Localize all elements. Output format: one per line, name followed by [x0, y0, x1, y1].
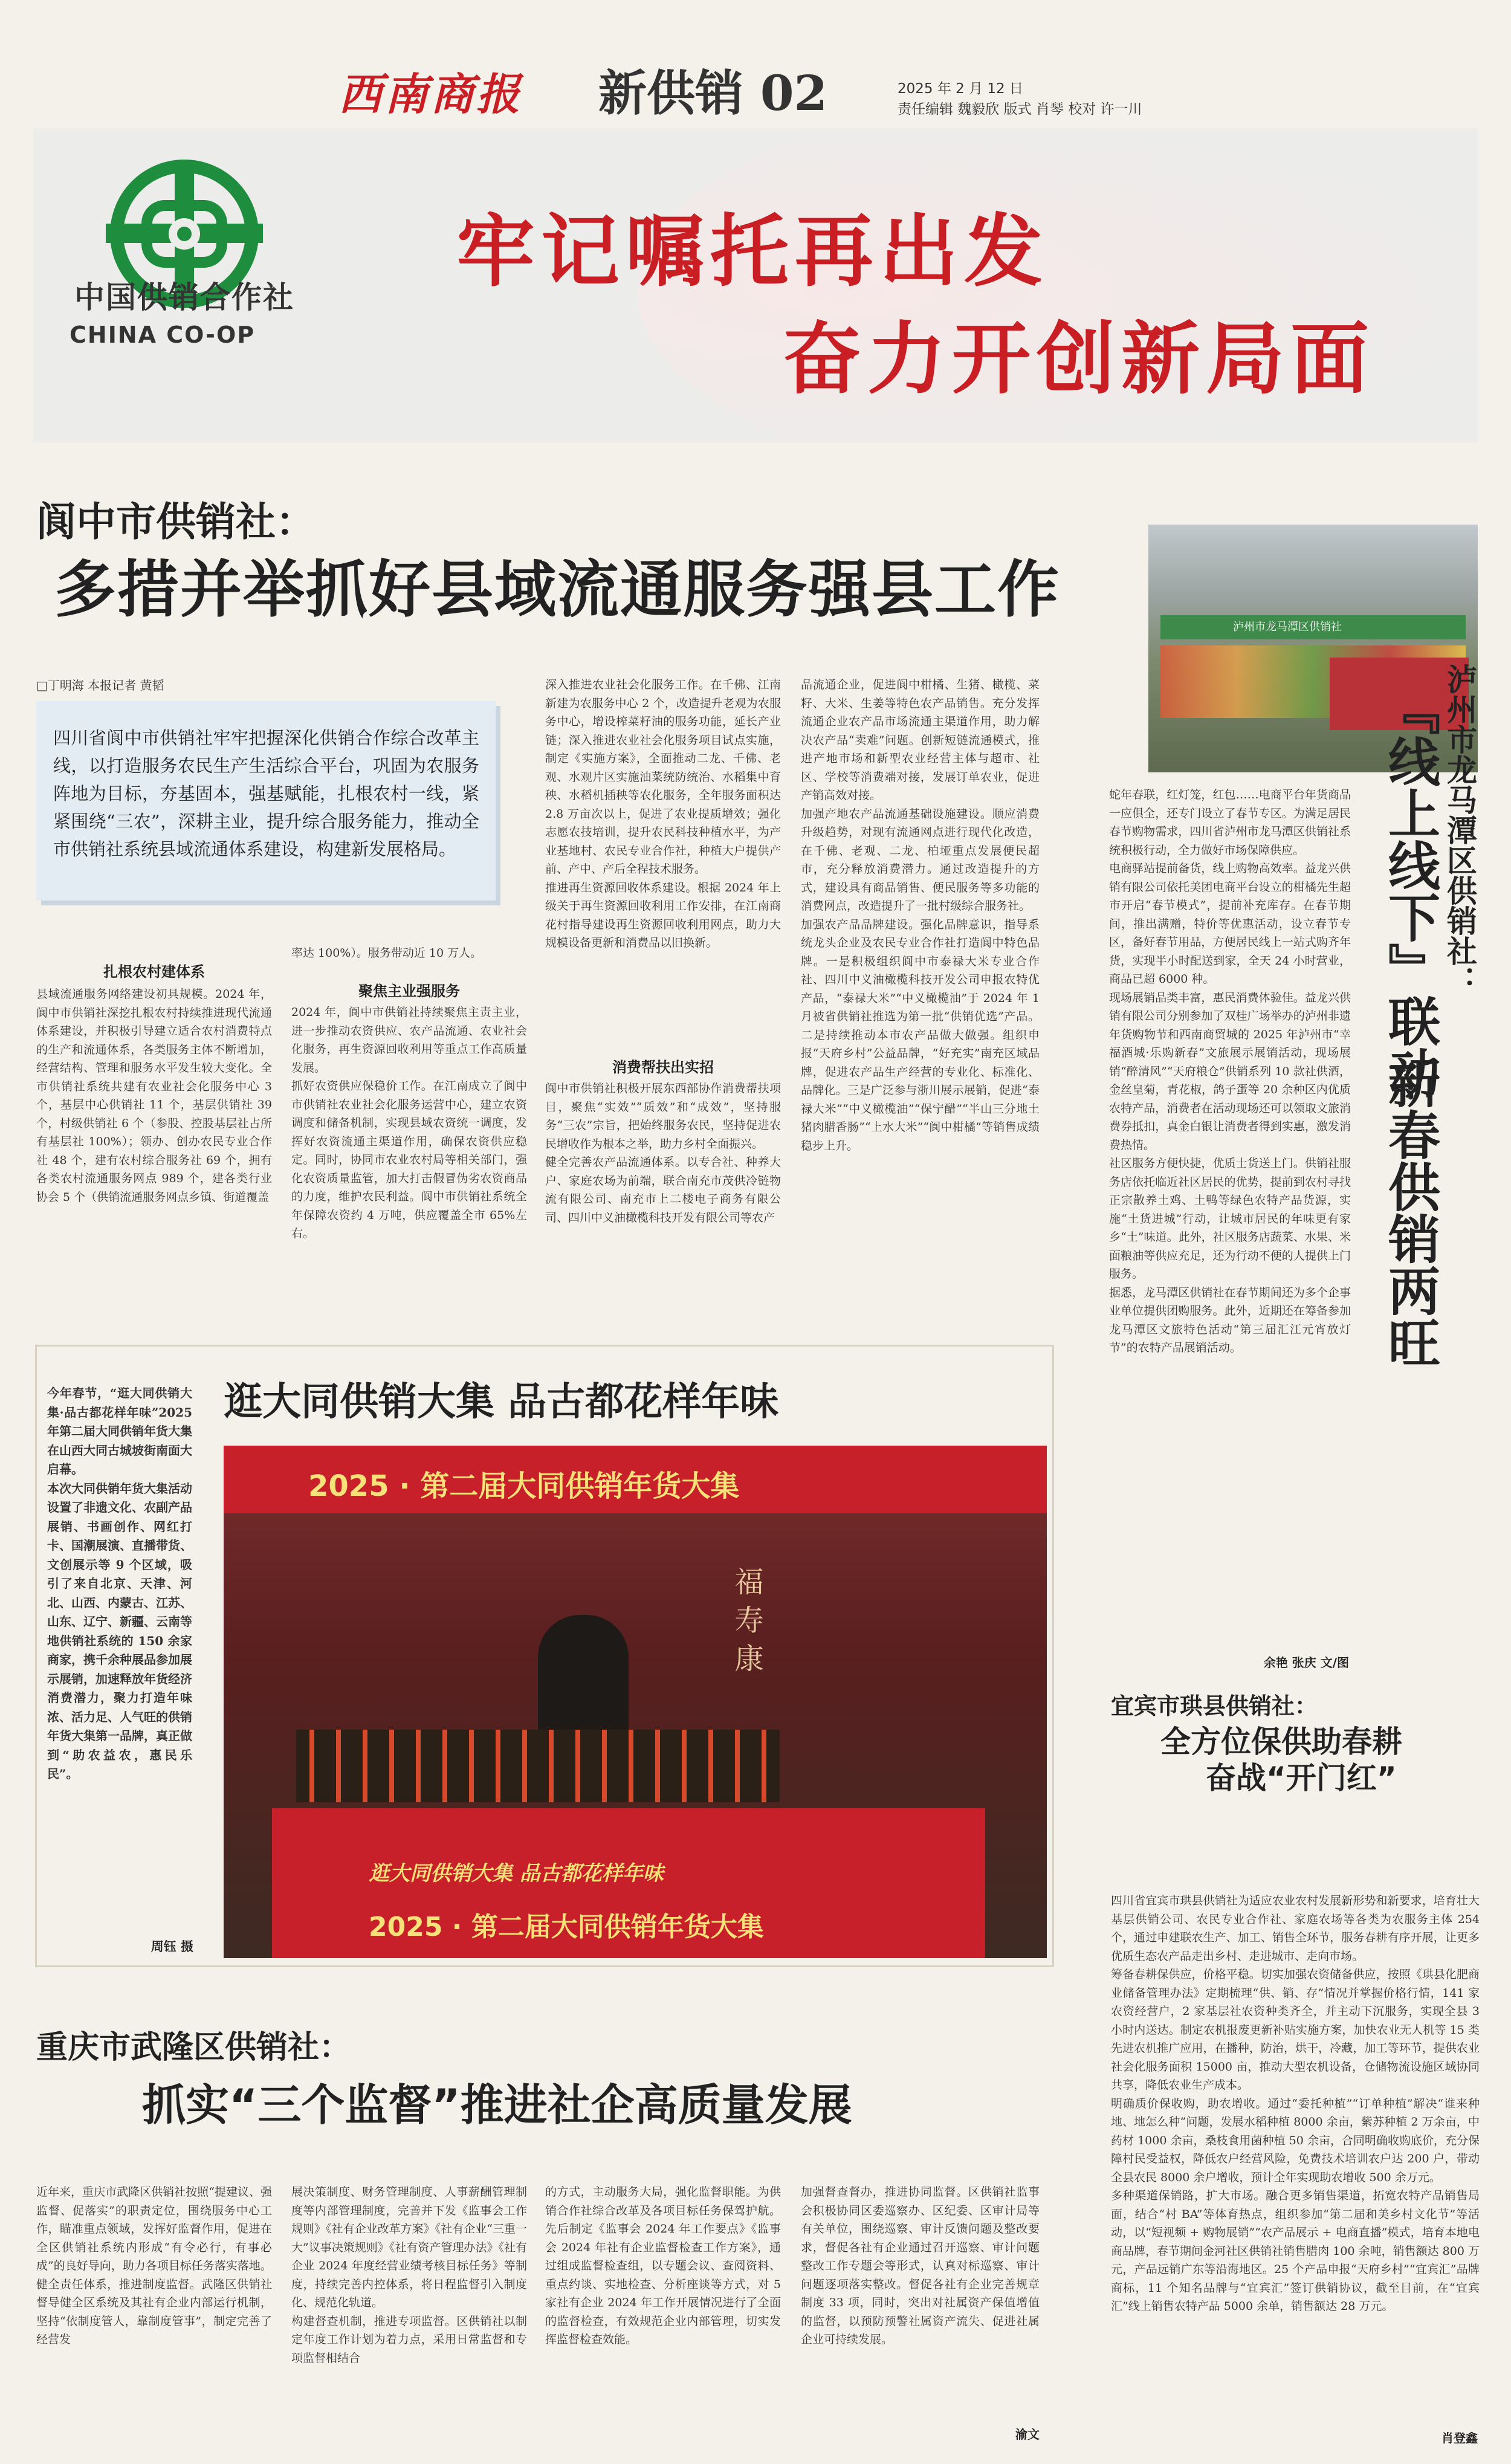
article-3-body: 四川省宜宾市珙县供销社为适应农业农村发展新形势和新要求，培育壮大基层供销公司、农民专业合作社、家庭农场等各类为农服务主体 254 个，通过申建联农生产、加工、销售全环节，服务春耕有序开展，让更多优质生态农产品走出乡村、走进城市、走向市场。 筹备春耕保供应，价格平稳。切实加强农资储备供应，按照《珙县化肥商业储备管理办法》定期梳理“供、销、存”情况并掌握价格行情，141 家农资经营户，2 家基层社农资种类齐全，并主动下沉服务，实现全县 3 小时内送达。制定农机报废更新补贴实施方案，加快农业无人机等 15 类先进农机推广应用，在播种，防治，烘干，冷藏，加工等环节，提供农业社会化服务面积 15000 亩，推动大型农机设备，仓储物流设施区域协同共享，降低农业生产成本。 明确质价保收购，助农增收。通过“委托种植”“订单种植”解决“谁来种地、地怎么种”问题，发展水稻种植 8000 余亩，紫苏种植 2 万余亩，中药材 1000 余亩，桑枝食用菌种植 50 余亩，合同明确收购底价，充分保障村民受益权，降低农户经营风险，免费技术培训农户达 200 户，带动全县农民 8000 余户增收，预计全年实现助农增收 500 余万元。 多种渠道保销路，扩大市场。融合更多销售渠道，拓宽农特产品销售局面，结合“村 BA”等体育热点，组织参加“第二届和美乡村文化节”等活动，以“短视频 + 购物展销”“农产品展示 + 电商直播”模式，培育本地电商品牌，春节期间金河社区供销社销售腊肉 100 余吨，销售额达 800 万元，产品远销广东等沿海地区。25 个产品申报“天府乡村”“宜宾汇”品牌商标，11 个知名品牌与“宜宾汇”签订供销协议，截至目前，在“宜宾汇”线上销售农特产品 5000 余单，销售额达 28 万元。 — [1111, 1894, 1480, 2313]
article-1-title: 多措并举抓好县域流通服务强县工作 — [54, 554, 1060, 626]
article-4-kicker: 重庆市武隆区供销社： — [36, 2029, 351, 2066]
article-1-byline: □丁明海 本报记者 黄韬 — [36, 678, 164, 693]
banner-line-2: 奋力开创新局面 — [783, 313, 1376, 405]
masthead — [0, 0, 1511, 121]
article-4-col-1: 近年来，重庆市武隆区供销社按照“提建议、强监督、促落实”的职责定位，围绕服务中心工作，瞄准重点领域，发挥好监督作用，促进在全区供销社系统内形成“有令必行，有事必成”的良好导向，助力各项目标任务落实落地。 健全责任体系，推进制度监督。武隆区供销社督导健全区系统及其社有企业内部运行机制，坚持“依制度管人，靠制度管事”，制定完善了经营发 — [36, 2185, 272, 2346]
article-1-kicker: 阆中市供销社： — [36, 499, 315, 545]
article-1-col-3b: 阆中市供销社积极开展东西部协作消费帮扶项目，聚焦“实效”“质效”和“成效”，坚持服务“三农”宗旨，把始终服务农民，坚持促进农民增收作为根本之举，助力乡村全面振兴。 健全完善农产品流通体系。以专合社、种养大户、家庭农场为前端，联合南充市茂供冷链物流有限公司、南充市上二楼电子商务有限公司、四川中义油橄榄科技开发有限公司等农产 — [545, 1082, 781, 1224]
article-1-col-3a: 深入推进农业社会化服务工作。在千佛、江南新建为农服务中心 2 个，改造提升老观为农服务中心，增设榨菜籽油的服务功能，延长产业链；深入推进农业社会化服务项目试点实施，制定《实施方案》，全面推动二龙、千佛、老观、水观片区实施油菜统防统治、水稻集中育秧、水稻机插秧等农化服务，全年服务面积达 2.8 万亩次以上，促进了农业提质增效；强化志愿农技培训，提升农民科技种植水平，为产业基地村、农民专业合作社，种植大户提供产前、产中、产后全程技术服务。 推进再生资源回收体系建设。根据 2024 年上级关于再生资源回收利用工作安排，在江南商花村指导建设再生资源回收利用网点，助力大规模设备更新和消费品以旧换新。 — [545, 678, 781, 949]
issue-date: 2025 年 2 月 12 日 — [898, 81, 1023, 97]
section-title: 新供销 02 — [598, 65, 828, 121]
article-1-col-1: 县域流通服务网络建设初具规模。2024 年，阆中市供销社深挖扎根农村持续推进现代流通体系建设，并积极引导建立适合农村消费特点的生产和流通体系，各类服务主体不断增加，经营结构、管理和服务水平发生较大变化。全市供销社系统共建有农业社会化服务中心 3 个，基层中心供销社 11 个，基层供销社 39 个，村级供销社 6 个（参股、控股基层社占所有基层社 100%）；领办、创办农民专业合作社 48 个，建有农村综合服务社 69 个，拥有各类农村流通服务网点 989 个，建各类行业协会 5 个（供销流通服务网点乡镇、街道覆盖 — [36, 988, 272, 1204]
article-1-col-2b: 2024 年，阆中市供销社持续聚焦主责主业，进一步推动农资供应、农产品流通、农业社会化服务，再生资源回收利用等重点工作高质量发展。 抓好农资供应保稳价工作。在江南成立了阆中市供销社农业社会化服务运营中心，建立农资调度和储备机制，实现县域农资统一调度，发挥好农资流通主渠道作用，确保农资供应稳定。同时，协同市农业农村局等相关部门，强化农资质量监管，加大打击假冒伪劣农资商品的力度，维护农民利益。阆中市供销社系统全年保障农资约 4 万吨，供应覆盖全市 65%左右。 — [291, 1006, 527, 1240]
article-1-lead: 四川省阆中市供销社牢牢把握深化供销合作综合改革主线，以打造服务农民生产生活综合平台，巩固为农服务阵地为目标，夯基固本，强基赋能，扎根农村一线，紧紧围绕“三农”，深耕主业，提升综合服务能力，推动全市供销社系统县域流通体系建设，构建新发展格局。 — [53, 728, 479, 859]
shop-sign: 福 寿 康 — [730, 1567, 763, 1672]
article-3-kicker: 宜宾市珙县供销社： — [1111, 1693, 1318, 1719]
article-3-title-1: 全方位保供助春耕 — [1160, 1724, 1402, 1759]
banner — [33, 128, 1478, 442]
paper-name: 西南商报 — [338, 68, 523, 120]
editors-line: 责任编辑 魏毅欣 版式 肖琴 校对 许一川 — [898, 102, 1142, 117]
article-4-title: 抓实“三个监督”推进社企高质量发展 — [142, 2080, 852, 2130]
article-2-body: 蛇年春联，红灯笼，红包……电商平台年货商品一应俱全，还专门设立了春节专区。为满足居民春节购物需求，四川省泸州市龙马潭区供销社系统积极行动，全力做好市场保障供应。 电商驿站提前备货，线上购物高效率。益龙兴供销有限公司依托美团电商平台设立的柑橘先生超市开启“春节模式”，提前补充库存。在春节期间，推出满赠，特价等优惠活动，设立春节专区，备好春节用品，方便居民线上一站式购齐年货，实现半小时配送到家，全天 24 小时营业，商品已超 6000 种。 现场展销品类丰富，惠民消费体验佳。益龙兴供销有限公司分别参加了双桂广场举办的泸州非遗年货购物节和西南商贸城的 2025 年泸州市“幸福酒城·乐购新春”文旅展示展销活动，现场展销“醉清风”“天府粮仓”供销系列 10 款社供酒，金丝皇菊，青花椒，鸽子蛋等 20 余种区内优质农特产品，消费者在活动现场还可以领取文旅消费券抵扣，真金白银让消费者得到实惠，激发消费热情。 社区服务方便快捷，优质士货送上门。供销社服务店依托临近社区居民的优势，提前到农村寻找正宗散养土鸡、土鸭等绿色农特产品货源，实施“土货进城”行动，让城市居民的年味更有家乡“土”味道。此外，社区服务店蔬菜、水果、米面粮油等供应充足，还为行动不便的人提供上门服务。 据悉，龙马潭区供销社在春节期间还为多个企事业单位提供团购服务。此外，近期还在筹备参加龙马潭区文旅特色活动“第三届汇江元宵放灯节”的农特产品展销活动。 — [1109, 788, 1351, 1354]
article-2-title-v3: 新春供销两旺 — [1379, 1056, 1440, 1368]
co-op-logo-cn: 中国供销合作社 — [74, 280, 294, 315]
article-2-title-v2: 『线上线下』联动 — [1379, 683, 1440, 1099]
market-sign: 泸州市龙马潭区供销社 — [1233, 621, 1342, 633]
article-2-title-v1: 泸州市龙马潭区供销社： — [1442, 664, 1477, 996]
photo-feature-body: 今年春节，“逛大同供销大集·品古都花样年味”2025 年第二届大同供销年货大集在山西大同古城坡街南面大启幕。 本次大同供销年货大集活动设置了非遗文化、农副产品展销、书画创作、网红打卡、国潮展演、直播带货、文创展示等 9 个区域，吸引了来自北京、天津、河北、山西、内蒙古、江苏、山东、辽宁、新疆、云南等地供销社系统的 150 余家商家，携千余种展品参加展示展销，加速释放年货经济消费潜力，聚力打造年味浓、活力足、人气旺的供销年货大集第一品牌，真正做到“助农益农，惠民乐民”。 — [47, 1386, 192, 1781]
article-1-subhead-1: 扎根农村建体系 — [103, 963, 205, 980]
photo-feature-author: 周钰 摄 — [150, 1939, 193, 1954]
article-1-subhead-2: 聚焦主业强服务 — [358, 983, 460, 1000]
article-1-col-2a: 率达 100%）。服务带动近 10 万人。 — [291, 946, 482, 960]
datong-banner-text: 2025 · 第二届大同供销年货大集 — [308, 1469, 740, 1503]
article-1-col-4: 品流通企业，促进阆中柑橘、生猪、橄榄、菜籽、大米、生姜等特色农产品销售。充分发挥流通企业农产品市场流通主渠道作用，助力解决农产品“卖难”问题。创新短链流通模式，推进产地市场和新型农业经营主体与超市、社区、学校等消费端对接，发展订单农业，促进产销高效对接。 加强产地农产品流通基础设施建设。顺应消费升级趋势，对现有流通网点进行现代化改造，在千佛、老观、二龙、柏垭重点发展便民超市，充分释放消费潜力。通过改造提升的方式，建设具有商品销售、便民服务等多功能的消费网点，改造提升了一批村级综合服务社。 加强农产品品牌建设。强化品牌意识，指导系统龙头企业及农民专业合作社打造阆中特色品牌。一是积极组织阆中市泰禄大米专业合作社、四川中义油橄榄科技开发公司申报农特优产品，“泰禄大米”“中义橄榄油”于 2024 年 1 月被省供销社推选为第一批“供销优选”产品。二是持续推动本市农产品做大做强。组织申报“天府乡村”公益品牌，“好充实”南充区域品牌，促进农产品生产经营的专业化、标准化、品牌化。三是广泛参与浙川展示展销，促进“泰禄大米”“中义橄榄油”“保宁醋”“半山三分地土猪肉腊香肠”“上水大米”“阆中柑橘”等销售成绩稳步上升。 — [801, 678, 1040, 1153]
photo-feature-title: 逛大同供销大集 品古都花样年味 — [224, 1380, 779, 1424]
article-4-col-3: 的方式，主动服务大局，强化监督职能。为供销合作社综合改革及各项目标任务保驾护航。先后制定《监事会 2024 年工作要点》《监事会 2024 年社有企业监督检查工作方案》，通过组成监督检查组，以专题会议、查阅资料、重点约谈、实地检查、分析座谈等方式，对 5 家社有企业 2024 年工作开展情况进行了全面的监督检查，有效规范企业内部管理，切实发挥监督检查效能。 — [545, 2185, 781, 2346]
banner-line-1: 牢记嘱托再出发 — [456, 205, 1049, 297]
datong-photo — [224, 1446, 1047, 1958]
article-3-title-2: 奋战“开门红” — [1206, 1761, 1397, 1796]
article-4-col-2: 展决策制度、财务管理制度、人事薪酬管理制度等内部管理制度，完善并下发《监事会工作规则》《社有企业改革方案》《社有企业“三重一大”议事决策规则》《社有资产管理办法》《社有企业 2024 年度经营业绩考核目标任务》等制度，持续完善内控体系，将日程监督引入制度化、规范化轨道。 构建督查机制，推进专项监督。区供销社以制定年度工作计划为着力点，采用日常监督和专项监督相结合 — [291, 2185, 527, 2365]
stall-text: 逛大同供销大集 品古都花样年味 — [369, 1861, 664, 1886]
co-op-logo-en: CHINA CO-OP — [70, 322, 256, 348]
article-1-subhead-3: 消费帮扶出实招 — [612, 1059, 714, 1076]
article-2-author: 余艳 张庆 文/图 — [1263, 1655, 1349, 1670]
article-4-col-4: 加强督查督办，推进协同监督。区供销社监事会积极协同区委巡察办、区纪委、区审计局等有关单位，围绕巡察、审计反馈问题及整改要求，督促各社有企业通过召开巡察、审计问题整改工作专题会等形式，认真对标巡察、审计问题逐项落实整改。督促各社有企业完善规章制度 33 项，同时，突出对社属资产保值增值的监督，以预防预警社属资产流失、促进社属企业可持续发展。 — [801, 2185, 1040, 2346]
stall-bottom-text: 2025 · 第二届大同供销年货大集 — [369, 1912, 764, 1942]
article-4-author: 渝文 — [1015, 2427, 1040, 2442]
bottle-row — [296, 1730, 780, 1802]
article-3-author: 肖登鑫 — [1441, 2431, 1478, 2445]
